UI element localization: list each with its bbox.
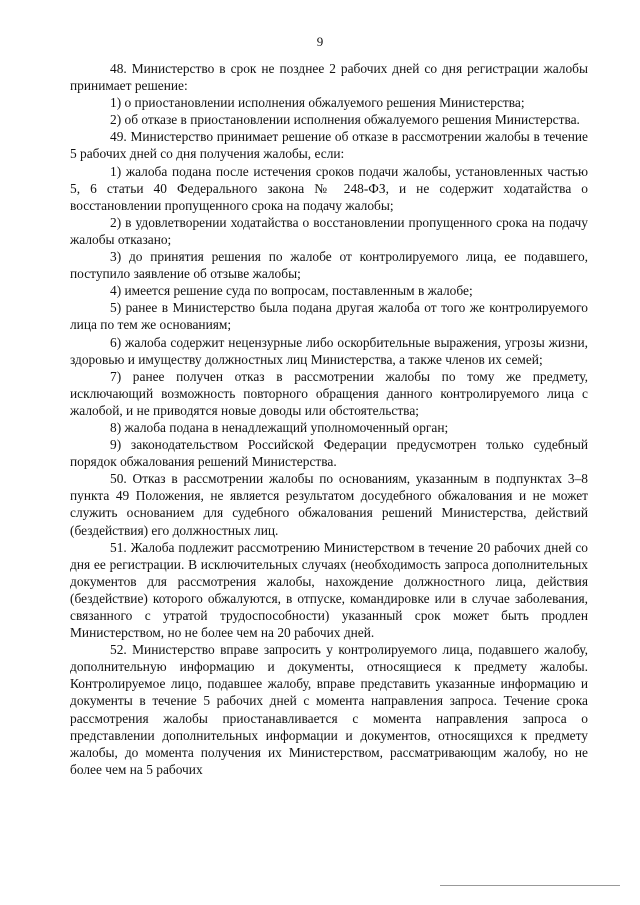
paragraph-48-item-2: 2) об отказе в приостановлении исполнения обжалуемого решения Министерства. xyxy=(110,112,580,128)
footer-divider xyxy=(440,885,620,886)
paragraph-49-item-4: 4) имеется решение суда по вопросам, поставленным в жалобе; xyxy=(110,283,473,299)
paragraph-49-item-3: 3) до принятия решения по жалобе от контролируемого лица, ее подавшего, поступило заявление об отзыве жалобы; xyxy=(70,249,588,282)
paragraph-52: 52. Министерство вправе запросить у контролируемого лица, подавшего жалобу, дополнительную информацию и документы, относящиеся к предмету жалобы. Контролируемое лицо, подавшее жалобу, вправе представить указанные информацию и документы в течение 5 рабочих дней с момента направления запроса. Течение срока рассмотрения жалобы приостанавливается с момента направления запроса о представлении дополнительных информации и документов, относящихся к предмету жалобы, до момента получения их Министерством, рассматривающим жалобу, но не более чем на 5 рабочих xyxy=(70,642,588,777)
paragraph-49-item-2: 2) в удовлетворении ходатайства о восстановлении пропущенного срока на подачу жалобы отказано; xyxy=(70,214,588,247)
paragraph-49-item-7: 7) ранее получен отказ в рассмотрении жалобы по тому же предмету, исключающий возможность повторного обращения данного контролируемого лица с жалобой, и не приводятся новые доводы или обстоятельства; xyxy=(70,368,588,418)
paragraph-51: 51. Жалоба подлежит рассмотрению Министерством в течение 20 рабочих дней со дня ее регистрации. В исключительных случаях (необходимость запроса дополнительных документов для рассмотрения жалобы, нахождение должностного лица, действия (бездействие) которого обжалуются, в отпуске, командировке или в случае заболевания, связанного с утратой трудоспособности) указанный срок может быть продлен Министерством, но не более чем на 20 рабочих дней. xyxy=(70,539,588,641)
paragraph-49-item-6: 6) жалоба содержит нецензурные либо оскорбительные выражения, угрозы жизни, здоровью и имуществу должностных лиц Министерства, а также членов их семей; xyxy=(70,334,588,367)
paragraph-48: 48. Министерство в срок не позднее 2 рабочих дней со дня регистрации жалобы принимает решение: xyxy=(70,61,588,94)
paragraph-49-item-8: 8) жалоба подана в ненадлежащий уполномоченный орган; xyxy=(110,419,449,435)
paragraph-49: 49. Министерство принимает решение об отказе в рассмотрении жалобы в течение 5 рабочих дней со дня получения жалобы, если: xyxy=(70,129,588,162)
paragraph-49-item-1: 1) жалоба подана после истечения сроков подачи жалобы, установленных частью 5, 6 статьи 40 Федерального закона № 248-ФЗ, и не содержит ходатайства о восстановлении пропущенного срока на подачу жалобы; xyxy=(70,163,588,213)
paragraph-49-item-9: 9) законодательством Российской Федерации предусмотрен только судебный порядок обжалования решений Министерства. xyxy=(70,437,588,470)
paragraph-50: 50. Отказ в рассмотрении жалобы по основаниям, указанным в подпунктах 3–8 пункта 49 Положения, не является результатом досудебного обжалования и не может служить основанием для судебного обжалования решений Министерства, действий (бездействия) его должностных лиц. xyxy=(70,471,588,538)
paragraph-49-item-5: 5) ранее в Министерство была подана другая жалоба от того же контролируемого лица по тем же основаниям; xyxy=(70,300,588,333)
page-number: 9 xyxy=(316,34,324,49)
paragraph-48-item-1: 1) о приостановлении исполнения обжалуемого решения Министерства; xyxy=(110,95,525,111)
document-body xyxy=(70,60,588,778)
